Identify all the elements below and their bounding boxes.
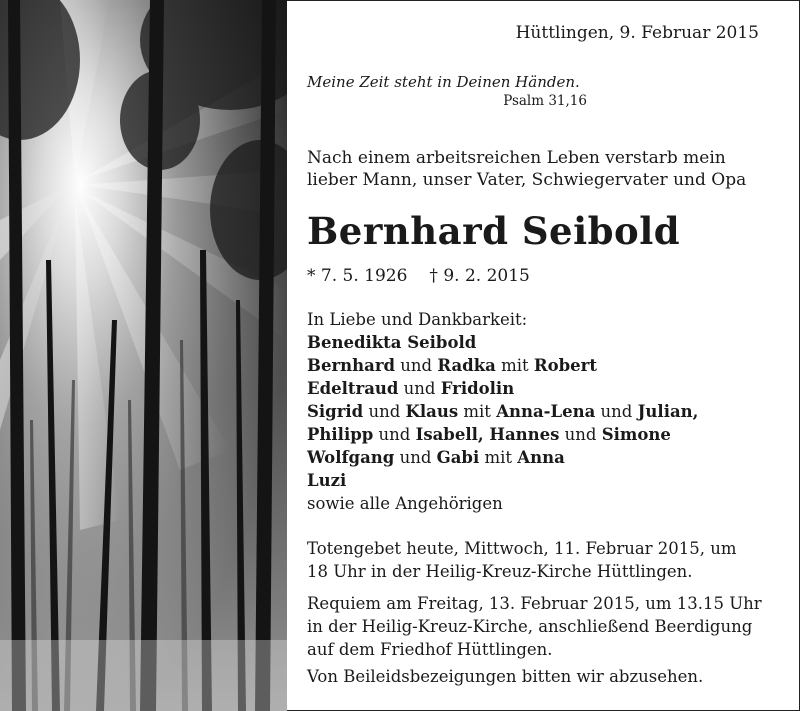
forest-sunbeam-photo <box>0 0 287 711</box>
intro-line: lieber Mann, unser Vater, Schwiegervater und Opa <box>307 170 747 190</box>
family-line: Luzi <box>307 471 347 490</box>
requiem-line: auf dem Friedhof Hüttlingen. <box>307 640 553 659</box>
life-dates <box>307 265 530 287</box>
prayer-line: Totengebet heute, Mittwoch, 11. Februar 2015, um <box>307 539 737 558</box>
death-date: † 9. 2. 2015 <box>429 266 530 286</box>
family-outro: sowie alle Angehörigen <box>307 494 503 513</box>
family-line: Sigrid und Klaus mit Anna-Lena und Julian, <box>307 402 699 421</box>
intro-line: Nach einem arbeitsreichen Leben verstarb mein <box>307 148 726 168</box>
dateline: Hüttlingen, 9. Februar 2015 <box>515 23 759 43</box>
requiem-line: in der Heilig-Kreuz-Kirche, anschließend Beerdigung <box>307 617 753 636</box>
notice-text <box>307 0 767 711</box>
family-line: Bernhard und Radka mit Robert <box>307 356 597 375</box>
family-line: Edeltraud und Fridolin <box>307 379 515 398</box>
family-line: Wolfgang und Gabi mit Anna <box>307 448 565 467</box>
family-line: Benedikta Seibold <box>307 333 477 352</box>
requiem-line: Requiem am Freitag, 13. Februar 2015, um 13.15 Uhr <box>307 594 762 613</box>
bible-quote: Meine Zeit steht in Deinen Händen. <box>307 73 580 91</box>
quote-source: Psalm 31,16 <box>503 93 587 109</box>
family-line: Philipp und Isabell, Hannes und Simone <box>307 425 671 444</box>
prayer-line: 18 Uhr in der Heilig-Kreuz-Kirche Hüttlingen. <box>307 562 693 581</box>
deceased-name: Bernhard Seibold <box>307 209 681 253</box>
family-intro: In Liebe und Dankbarkeit: <box>307 310 528 329</box>
birth-date: * 7. 5. 1926 <box>307 266 408 286</box>
condolence-note: Von Beileidsbezeigungen bitten wir abzusehen. <box>307 667 704 686</box>
